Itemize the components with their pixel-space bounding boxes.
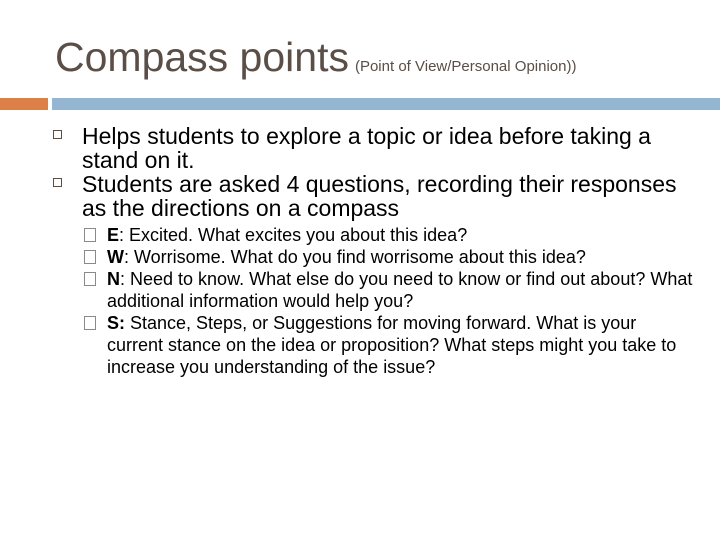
sub-bullet-item (52, 246, 702, 268)
sub-bullet-text: : Excited. What excites you about this idea? (119, 225, 468, 245)
direction-key: E (107, 225, 120, 245)
direction-key: W (107, 247, 124, 267)
title-subtitle: (Point of View/Personal Opinion)) (354, 58, 577, 75)
sub-bullet-item (52, 268, 702, 312)
box-bullet-icon (84, 272, 96, 286)
sub-bullet-text: : Worrisome. What do you find worrisome about this idea? (124, 247, 586, 267)
sub-bullet-text: : Need to know. What else do you need to know or find out about? What additional information would help you? (107, 269, 693, 311)
page-title (55, 34, 576, 81)
bullet-text: Students are asked 4 questions, recording their responses as the directions on a compass (82, 171, 677, 221)
direction-key: N (107, 269, 120, 289)
box-bullet-icon (84, 228, 96, 242)
bullet-text: Helps students to explore a topic or idea before taking a stand on it. (82, 123, 651, 173)
title-divider-bar (52, 98, 720, 110)
box-bullet-icon (84, 316, 96, 330)
slide-content (52, 124, 702, 378)
sub-bullet-item (52, 312, 702, 378)
direction-key: S: (107, 313, 125, 333)
title-main: Compass points (55, 34, 349, 80)
sub-bullet-list (52, 224, 702, 378)
accent-bar (0, 98, 48, 110)
box-bullet-icon (84, 250, 96, 264)
sub-bullet-text: Stance, Steps, or Suggestions for moving forward. What is your current stance on the idea or proposition? What steps might you take to increase you understanding of the issue? (107, 313, 677, 377)
bullet-item (52, 124, 702, 172)
bullet-item (52, 172, 702, 220)
sub-bullet-item (52, 224, 702, 246)
square-bullet-icon (53, 178, 62, 187)
square-bullet-icon (53, 130, 62, 139)
